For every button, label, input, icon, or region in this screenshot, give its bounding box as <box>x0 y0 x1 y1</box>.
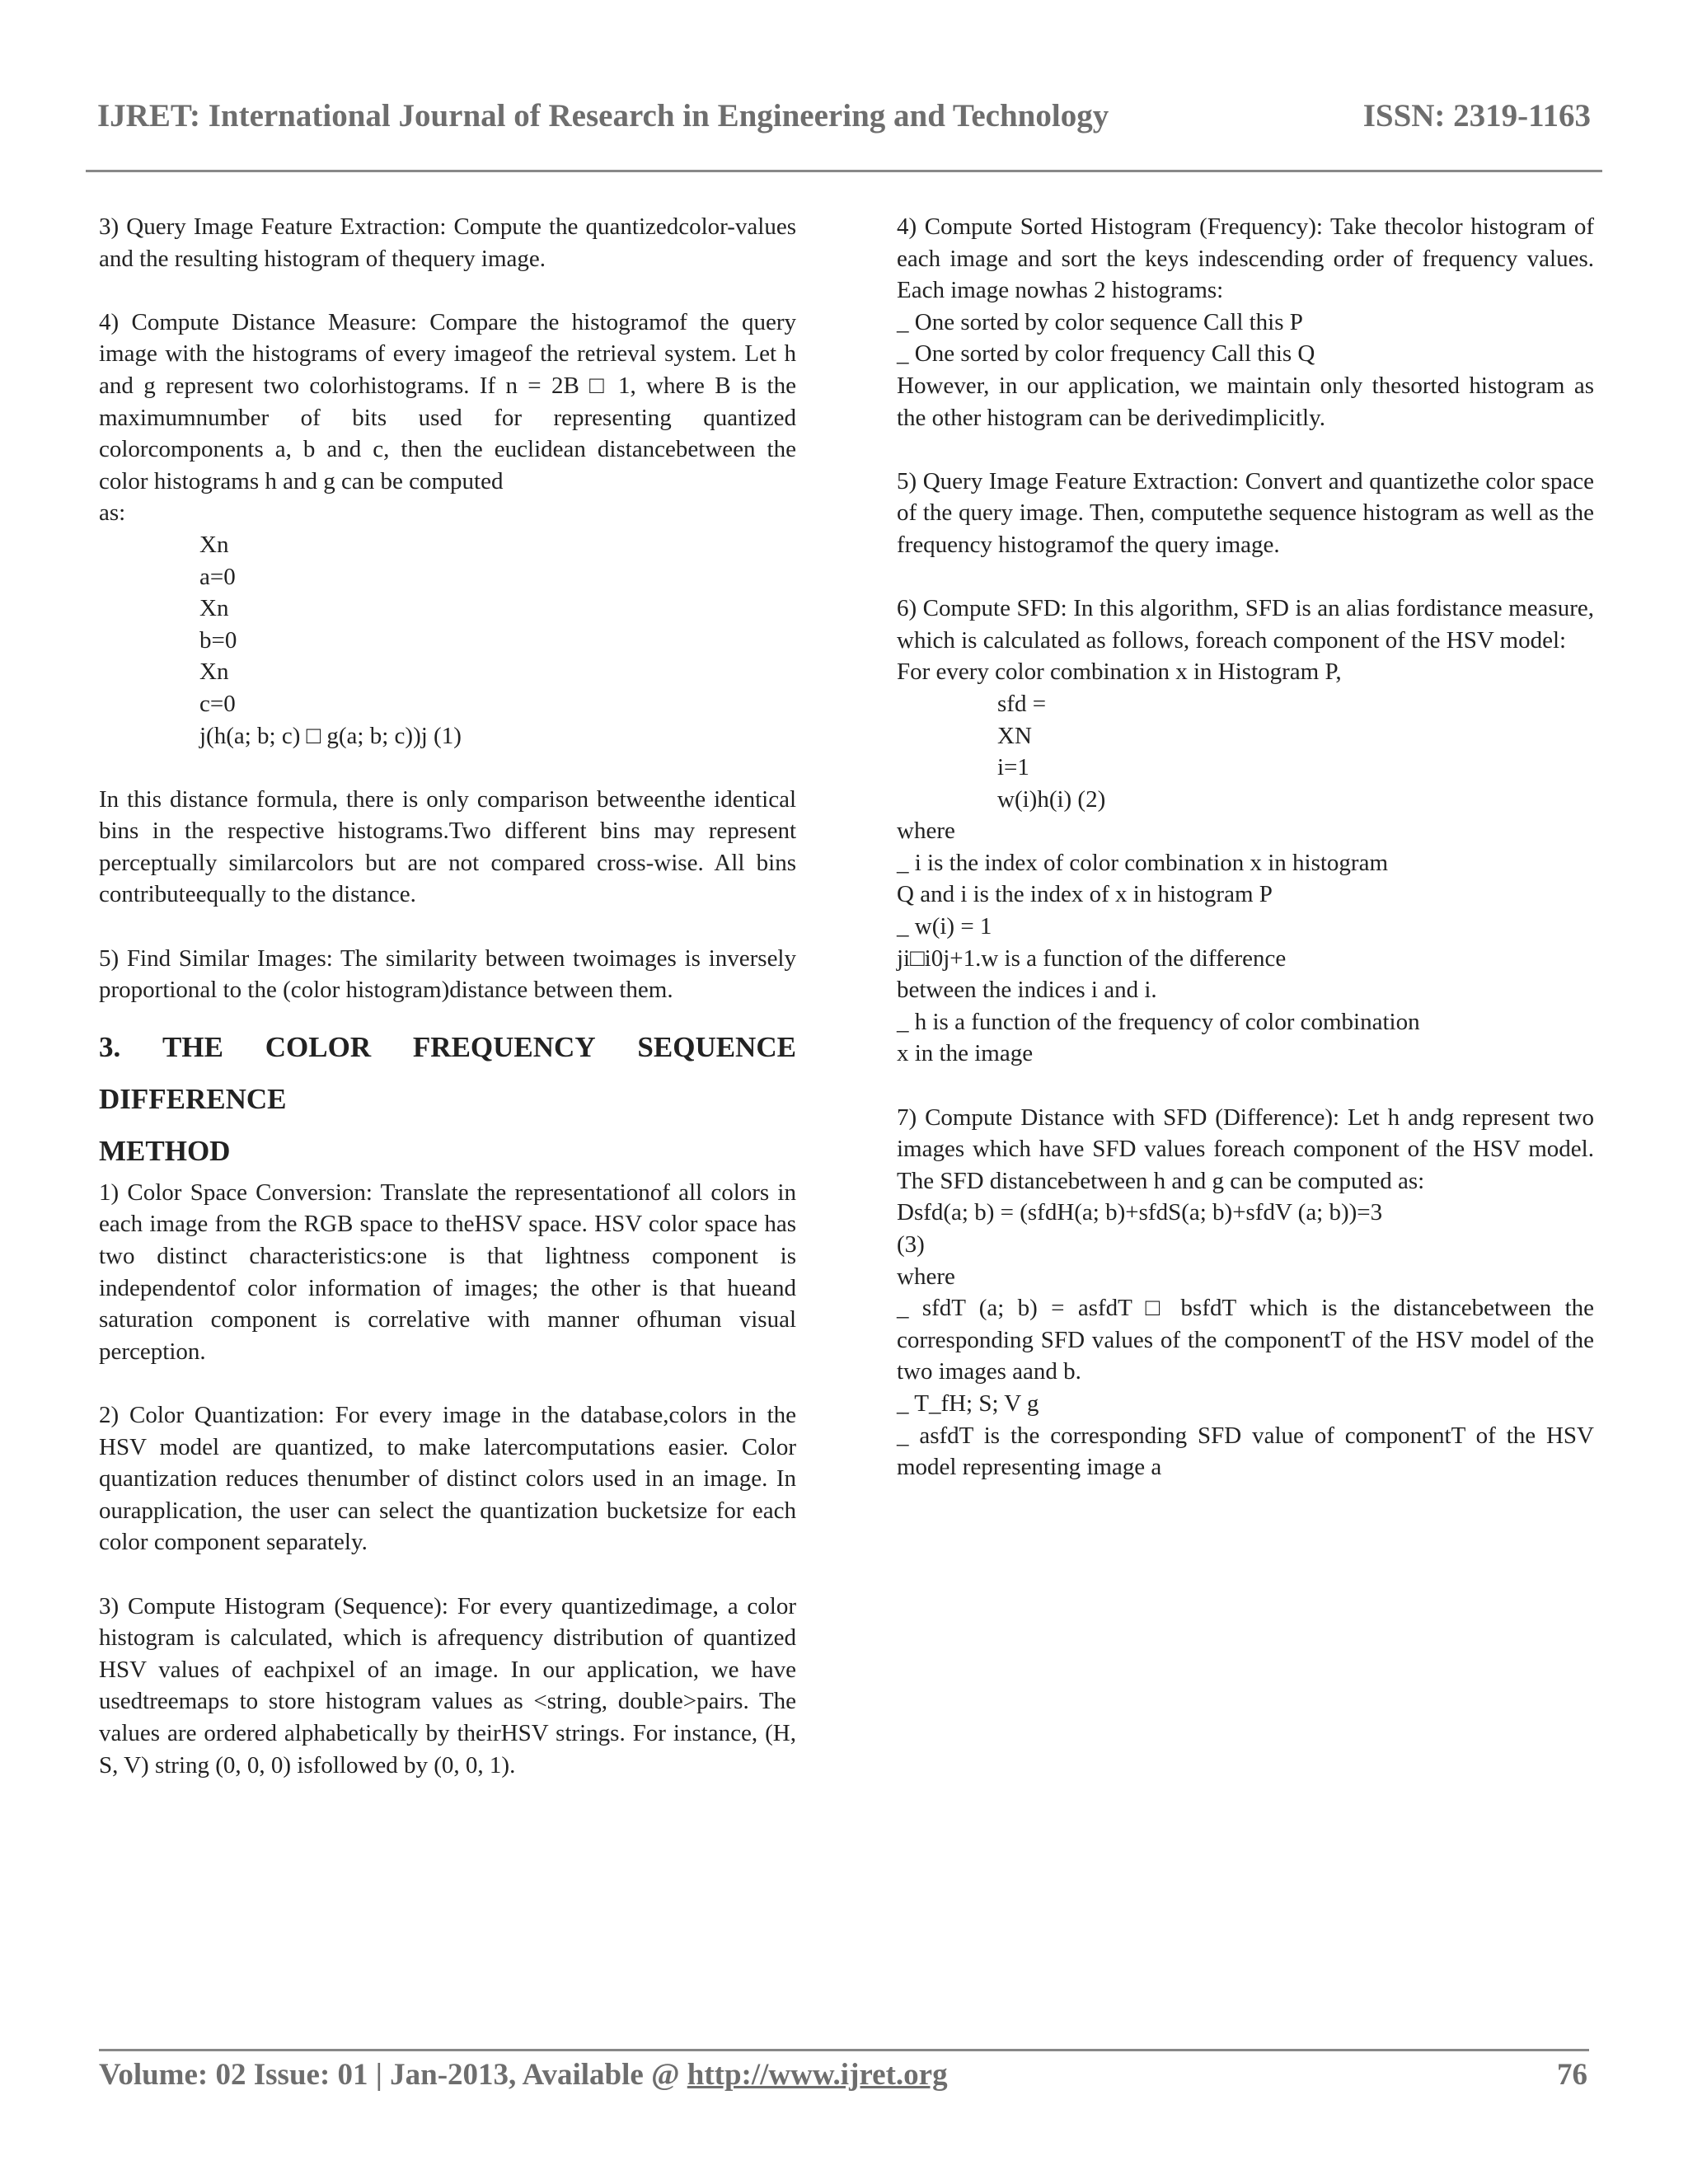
heading-word: 3. <box>99 1030 121 1063</box>
paragraph: 5) Find Similar Images: The similarity between twoimages is inversely proportional to the (color histogram)distance between them. <box>99 944 796 1004</box>
formula-line: Xn <box>199 595 229 622</box>
section-heading-line: METHOD <box>99 1134 231 1167</box>
left-column <box>99 211 796 1813</box>
paragraph: 5) Query Image Feature Extraction: Convert and quantizethe color space of the query image. Then, computethe sequence histogram as well as the frequency histogramof the query image. <box>897 467 1594 558</box>
formula-line: j(h(a; b; c) □ g(a; b; c))j (1) <box>199 722 462 749</box>
heading-word: FREQUENCY <box>412 1030 596 1063</box>
paragraph: 3) Compute Histogram (Sequence): For every quantizedimage, a color histogram is calculated, which is afrequency distribution of quantized HSV values of eachpixel of an image. In our application, we have usedtreemaps to store histogram values as <string, double>pairs. The values are ordered alphabetically by theirHSV strings. For instance, (H, S, V) string (0, 0, 0) isfollowed by (0, 0, 1). <box>99 1592 796 1779</box>
paragraph-text: However, in our application, we maintain only thesorted histogram as the other histogram can be derivedimplicitly. <box>897 372 1594 431</box>
equation-line: Dsfd(a; b) = (sfdH(a; b)+sfdS(a; b)+sfdV (a; b))=3 <box>897 1199 1383 1226</box>
paragraph-text: _ sfdT (a; b) = asfdT □ bsfdT which is the distancebetween the corresponding SFD values of the componentT of the HSV model of the two images aand b. <box>897 1295 1594 1385</box>
text-line: x in the image <box>897 1040 1034 1067</box>
paragraph: 2) Color Quantization: For every image in the database,colors in the HSV model are quantized, to make latercomputations easier. Color quantization reduces thenumber of distinct colors used in an image. In ourapplication, the user can select the quantization bucketsize for each color component separately. <box>99 1402 796 1556</box>
text-line: _ i is the index of color combination x in histogram <box>897 849 1389 876</box>
text-line: as: <box>99 499 126 527</box>
paragraph-text: 4) Compute Distance Measure: Compare the histogramof the query image with the histograms of every imageof the retrieval system. Let h and g represent two colorhistograms. If n = 2B □ 1, where B is the maximumnumber of bits used for representing quantized colorcomponents a, b and c, then the euclidean distancebetween the color histograms h and g can be computed <box>99 308 796 494</box>
header-rule <box>86 170 1602 172</box>
paragraph <box>897 593 1594 1070</box>
bullet-line: _ One sorted by color sequence Call this P <box>897 308 1303 335</box>
formula-line: sfd = <box>997 690 1047 717</box>
text-line: _ T_fH; S; V g <box>897 1390 1039 1417</box>
paragraph-text: 7) Compute Distance with SFD (Difference): Let h andg represent two images which have SFD values foreach component of the HSV model. The SFD distancebetween h and g can be computed as: <box>897 1104 1594 1194</box>
formula-line: a=0 <box>199 563 236 590</box>
footer-rule <box>99 2049 1589 2051</box>
paragraph <box>897 211 1594 434</box>
text-line: ji□i0j+1.w is a function of the difference <box>897 944 1287 972</box>
journal-title: IJRET: International Journal of Research in Engineering and Technology <box>97 98 1109 134</box>
page-number: 76 <box>1557 2058 1587 2092</box>
paragraph <box>897 1102 1594 1483</box>
issn: ISSN: 2319-1163 <box>1362 98 1591 134</box>
text-line: _ h is a function of the frequency of color combination <box>897 1008 1420 1035</box>
text-line: where <box>897 818 955 845</box>
section-heading <box>99 1021 796 1073</box>
paragraph: 1) Color Space Conversion: Translate the representationof all colors in each image from the RGB space to theHSV space. HSV color space has two distinct characteristics:one is that lightness component is independentof color information of images; the other is that hueand saturation component is correlative with manner ofhuman visual perception. <box>99 1179 796 1365</box>
right-column <box>897 211 1594 1515</box>
paragraph-text: 6) Compute SFD: In this algorithm, SFD is an alias fordistance measure, which is calculated as follows, foreach component of the HSV model: <box>897 595 1594 654</box>
text-line: between the indices i and i. <box>897 977 1157 1004</box>
formula-line: Xn <box>199 531 229 558</box>
equation-number: (3) <box>897 1231 925 1258</box>
formula-line: XN <box>997 722 1032 749</box>
text-line: Q and i is the index of x in histogram P <box>897 881 1273 908</box>
paragraph: In this distance formula, there is only comparison betweenthe identical bins in the respective histograms.Two different bins may represent perceptually similarcolors but are not compared cross-wise. All bins contributeequally to the distance. <box>99 785 796 908</box>
journal-link[interactable]: http://www.ijret.org <box>687 2058 948 2092</box>
paragraph-text: 4) Compute Sorted Histogram (Frequency): Take thecolor histogram of each image and sort the keys indescending order of frequency values. Each image nowhas 2 histograms: <box>897 213 1594 304</box>
text-line: where <box>897 1263 955 1290</box>
formula-line: w(i)h(i) (2) <box>997 785 1106 813</box>
paragraph: 3) Query Image Feature Extraction: Compute the quantizedcolor-values and the resulting histogram of thequery image. <box>99 213 796 272</box>
footer-issue <box>99 2057 948 2093</box>
heading-word: SEQUENCE <box>637 1030 796 1063</box>
heading-word: THE <box>162 1030 223 1063</box>
footer <box>99 2057 1587 2093</box>
footer-issue-text: Volume: 02 Issue: 01 | Jan-2013, Available @ <box>99 2058 687 2092</box>
formula-line: Xn <box>199 658 229 686</box>
running-head <box>97 97 1591 134</box>
heading-word: COLOR <box>265 1030 372 1063</box>
formula-line: c=0 <box>199 690 236 717</box>
section-heading-line: DIFFERENCE <box>99 1082 287 1115</box>
formula-line: i=1 <box>997 754 1029 781</box>
bullet-line: _ One sorted by color frequency Call this Q <box>897 340 1315 368</box>
paragraph <box>99 307 796 752</box>
formula-line: b=0 <box>199 626 237 654</box>
text-line: For every color combination x in Histogram P, <box>897 658 1342 686</box>
paragraph-text: _ asfdT is the corresponding SFD value of componentT of the HSV model representing image a <box>897 1422 1594 1481</box>
text-line: _ w(i) = 1 <box>897 913 992 940</box>
